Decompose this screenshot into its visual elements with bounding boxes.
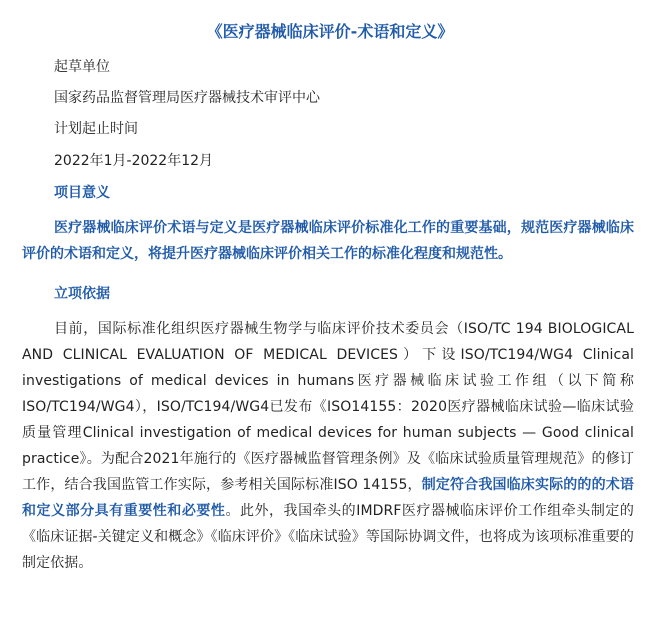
plan-label: 计划起止时间 xyxy=(54,121,138,137)
significance-paragraph: 医疗器械临床评价术语与定义是医疗器械临床评价标准化工作的重要基础，规范医疗器械临床评价的术语和定义，将提升医疗器械临床评价相关工作的标准化程度和规范性。 xyxy=(22,220,634,262)
basis-heading: 立项依据 xyxy=(54,286,110,302)
document-title: 《医疗器械临床评价-术语和定义》 xyxy=(206,22,454,41)
basis-text-highlight: 制定符合我国临床实际的的的术语和定义部分具有重要性和必要性 xyxy=(22,477,634,519)
basis-text-part-2: 。此外，我国牵头的IMDRF医疗器械临床评价工作组牵头制定的《临床证据-关键定义和概念》《临床评价》《临床试验》等国际协调文件，也将成为该项标准重要的制定依据。 xyxy=(22,503,634,571)
basis-paragraph xyxy=(22,316,634,576)
plan-value: 2022年1月-2022年12月 xyxy=(54,153,214,169)
drafter-label: 起草单位 xyxy=(54,59,110,75)
basis-text-part-1: 目前，国际标准化组织医疗器械生物学与临床评价技术委员会（ISO/TC 194 BIOLOGICAL AND CLINICAL EVALUATION OF MEDICAL DEVICES）下设ISO/TC194/WG4 Clinical investigations of medical devices in humans医疗器械临床试验工作组（以下简称ISO/TC194/WG4），ISO/TC194/WG4已发布《ISO14155：2020医疗器械临床试验—临床试验质量管理Clinical investigation of medical devices for human subjects — Good clinical practice》。为配合2021年施行的《医疗器械监督管理条例》及《临床试验质量管理规范》的修订工作，结合我国监管工作实际，参考相关国际标准ISO 14155， xyxy=(22,321,634,493)
drafter-value: 国家药品监督管理局医疗器械技术审评中心 xyxy=(54,90,320,106)
significance-heading: 项目意义 xyxy=(54,185,110,201)
